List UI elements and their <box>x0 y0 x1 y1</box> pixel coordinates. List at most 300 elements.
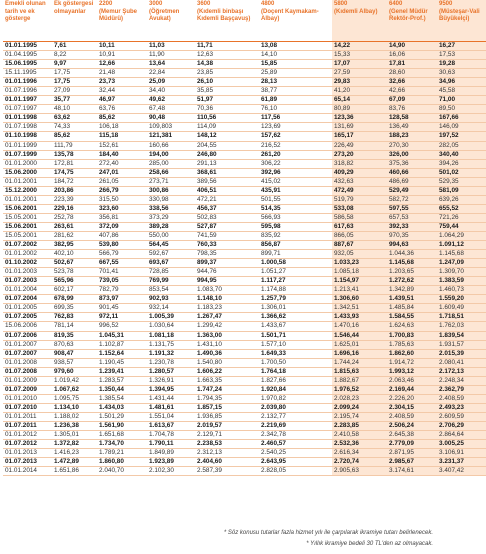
amount-cell: 382,95 <box>52 241 97 250</box>
column-header-label: (Doçent Kaymakam-Albay) <box>261 8 319 22</box>
amount-cell: 693,67 <box>147 259 195 268</box>
amount-cell: 527,87 <box>195 222 259 231</box>
amount-cell: 657,53 <box>387 213 437 222</box>
amount-cell: 315,50 <box>97 195 147 204</box>
amount-cell: 1.577,10 <box>259 340 332 349</box>
amount-cell: 1.203,65 <box>387 268 437 277</box>
footnote-2: * Yıllık ikramiye bedeli 30 TL'den az olmayacak. <box>306 541 433 547</box>
amount-cell: 272,40 <box>97 159 147 168</box>
amount-cell: 117,56 <box>259 114 332 123</box>
amount-cell: 61,89 <box>259 96 332 105</box>
amount-cell: 16,27 <box>437 42 486 51</box>
amount-cell: 270,30 <box>387 141 437 150</box>
date-cell: 01.01.2008 <box>3 358 52 367</box>
amount-cell: 586,58 <box>332 213 387 222</box>
amount-cell: 1.305,01 <box>52 431 97 440</box>
amount-cell: 1.651,68 <box>97 431 147 440</box>
amount-cell: 2.362,79 <box>437 385 486 394</box>
date-cell: 01.01.2009 <box>3 376 52 385</box>
amount-cell: 32,66 <box>387 78 437 87</box>
amount-cell: 13,08 <box>259 42 332 51</box>
table-row <box>3 467 486 476</box>
amount-cell: 3.407,42 <box>437 467 486 476</box>
amount-cell: 2.226,20 <box>387 394 437 403</box>
amount-cell: 581,09 <box>437 186 486 195</box>
column-header-label: (Öğretmen Avukat) <box>149 8 180 22</box>
amount-cell: 2.132,77 <box>259 412 332 421</box>
date-cell: 01.01.2003 <box>3 268 52 277</box>
amount-cell: 90,48 <box>147 114 195 123</box>
amount-cell: 1.033,23 <box>332 259 387 268</box>
amount-cell: 639,26 <box>437 195 486 204</box>
amount-cell: 323,60 <box>97 204 147 213</box>
amount-cell: 285,00 <box>147 159 195 168</box>
table-row <box>3 394 486 403</box>
amount-cell: 263,61 <box>52 222 97 231</box>
amount-cell: 1.839,54 <box>437 331 486 340</box>
amount-cell: 76,10 <box>259 105 332 114</box>
amount-cell: 114,09 <box>195 123 259 132</box>
amount-cell: 1.117,27 <box>259 277 332 286</box>
amount-cell: 273,71 <box>147 177 195 186</box>
table-row <box>3 268 486 277</box>
amount-cell: 11,71 <box>195 42 259 51</box>
amount-cell: 368,61 <box>195 168 259 177</box>
amount-cell: 1.000,58 <box>259 259 332 268</box>
amount-cell: 318,82 <box>332 159 387 168</box>
amount-cell: 63,62 <box>52 114 97 123</box>
table-row <box>3 286 486 295</box>
date-cell: 01.01.2014 <box>3 467 52 476</box>
amount-cell: 782,79 <box>97 286 147 295</box>
amount-cell: 2.706,29 <box>437 421 486 430</box>
amount-cell: 306,22 <box>259 159 332 168</box>
amount-cell: 111,79 <box>52 141 97 150</box>
amount-cell: 932,05 <box>332 250 387 259</box>
date-cell: 01.07.2007 <box>3 349 52 358</box>
amount-cell: 1.183,23 <box>195 304 259 313</box>
amount-cell: 501,55 <box>259 195 332 204</box>
amount-cell: 1.439,51 <box>387 295 437 304</box>
amount-cell: 229,16 <box>52 204 97 213</box>
amount-cell: 28,60 <box>387 69 437 78</box>
date-cell: 01.01.2004 <box>3 286 52 295</box>
amount-cell: 1.372,82 <box>52 440 97 449</box>
amount-cell: 13,64 <box>147 60 195 69</box>
amount-cell: 873,97 <box>97 295 147 304</box>
amount-cell: 2.493,23 <box>437 403 486 412</box>
amount-cell: 994,63 <box>387 241 437 250</box>
amount-cell: 338,56 <box>147 204 195 213</box>
amount-cell: 1.540,80 <box>195 358 259 367</box>
amount-cell: 35,77 <box>52 96 97 105</box>
date-cell: 01.01.2002 <box>3 250 52 259</box>
amount-cell: 184,40 <box>97 150 147 159</box>
amount-cell: 3.106,91 <box>437 449 486 458</box>
table-header-row <box>3 0 486 42</box>
amount-cell: 11,90 <box>147 51 195 60</box>
date-cell: 15.06.2006 <box>3 322 52 331</box>
amount-cell: 432,63 <box>332 177 387 186</box>
column-header-3 <box>147 0 195 42</box>
amount-cell: 167,66 <box>437 114 486 123</box>
amount-cell: 375,36 <box>387 159 437 168</box>
amount-cell: 1.191,32 <box>147 349 195 358</box>
amount-cell: 1.696,16 <box>332 349 387 358</box>
amount-cell: 402,10 <box>52 250 97 259</box>
table-row <box>3 412 486 421</box>
amount-cell: 246,80 <box>195 150 259 159</box>
amount-cell: 1.433,93 <box>332 313 387 322</box>
column-header-code: 9500 <box>439 1 453 7</box>
date-cell: 01.01.1999 <box>3 141 52 150</box>
column-header-label: (Genel Müdür Rektör-Prof.) <box>389 8 428 22</box>
amount-cell: 1.970,82 <box>259 394 332 403</box>
amount-cell: 216,52 <box>259 141 332 150</box>
amount-cell: 10,91 <box>97 51 147 60</box>
amount-cell: 85,62 <box>52 132 97 141</box>
amount-cell: 83,76 <box>387 105 437 114</box>
column-header-8 <box>437 0 486 42</box>
amount-cell: 1.649,33 <box>259 349 332 358</box>
amount-cell: 901,45 <box>97 304 147 313</box>
amount-cell: 1.789,21 <box>97 449 147 458</box>
column-header-code: 2200 <box>99 1 113 7</box>
amount-cell: 85,62 <box>97 114 147 123</box>
date-cell: 01.10.1998 <box>3 132 52 141</box>
footnote-1: * Söz konusu tutarlar fazla hizmet yılı ile çarpılarak ikramiye tutarı belirlenecek. <box>223 530 433 536</box>
column-header-4 <box>195 0 259 42</box>
table-row <box>3 69 486 78</box>
amount-cell: 2.099,24 <box>332 403 387 412</box>
amount-cell: 70,36 <box>195 105 259 114</box>
amount-cell: 721,26 <box>437 213 486 222</box>
amount-cell: 678,99 <box>52 295 97 304</box>
amount-cell: 1.923,89 <box>147 458 195 467</box>
amount-cell: 25,09 <box>147 78 195 87</box>
amount-cell: 1.501,29 <box>97 412 147 421</box>
amount-cell: 1.236,38 <box>52 421 97 430</box>
amount-cell: 565,96 <box>52 277 97 286</box>
amount-cell: 38,77 <box>259 87 332 96</box>
amount-cell: 472,49 <box>332 186 387 195</box>
amount-cell: 1.366,62 <box>259 313 332 322</box>
amount-cell: 1.815,63 <box>332 367 387 376</box>
amount-cell: 1.663,35 <box>195 376 259 385</box>
table-row <box>3 277 486 286</box>
amount-cell: 2.028,23 <box>332 394 387 403</box>
amount-cell: 12,66 <box>97 60 147 69</box>
table-row <box>3 449 486 458</box>
amount-cell: 1.501,71 <box>259 331 332 340</box>
table-row <box>3 105 486 114</box>
amount-cell: 16,06 <box>387 51 437 60</box>
amount-cell: 741,59 <box>195 231 259 240</box>
column-header-code: 3600 <box>197 1 211 7</box>
amount-cell: 330,98 <box>147 195 195 204</box>
amount-cell: 1.095,75 <box>52 394 97 403</box>
date-cell: 01.01.1998 <box>3 114 52 123</box>
column-header-6 <box>332 0 387 42</box>
amount-cell: 1.920,84 <box>259 385 332 394</box>
amount-cell: 131,69 <box>332 123 387 132</box>
amount-cell: 17,53 <box>437 51 486 60</box>
amount-cell: 15,33 <box>332 51 387 60</box>
amount-cell: 1.609,49 <box>437 304 486 313</box>
amount-cell: 932,14 <box>147 304 195 313</box>
amount-cell: 1.045,31 <box>97 331 147 340</box>
amount-cell: 28,13 <box>259 78 332 87</box>
column-header-1 <box>52 0 97 42</box>
amount-cell: 1.145,68 <box>437 250 486 259</box>
table-row <box>3 349 486 358</box>
amount-cell: 519,79 <box>332 195 387 204</box>
table-row <box>3 60 486 69</box>
amount-cell: 1.976,52 <box>332 385 387 394</box>
amount-cell: 109,803 <box>147 123 195 132</box>
amount-cell: 1.857,15 <box>195 403 259 412</box>
amount-cell: 1.700,83 <box>387 331 437 340</box>
amount-cell: 188,23 <box>387 132 437 141</box>
amount-cell: 46,97 <box>97 96 147 105</box>
amount-cell: 486,69 <box>387 177 437 186</box>
date-cell: 01.07.2011 <box>3 421 52 430</box>
column-header-label: Ek göstergesi olmayanlar <box>54 1 94 15</box>
amount-cell: 1.085,18 <box>332 268 387 277</box>
amount-cell: 27,09 <box>52 87 97 96</box>
amount-cell: 1.704,78 <box>147 431 195 440</box>
amount-cell: 51,97 <box>195 96 259 105</box>
amount-cell: 174,75 <box>52 168 97 177</box>
amount-cell: 17,07 <box>332 60 387 69</box>
amount-cell: 184,72 <box>52 177 97 186</box>
amount-cell: 42,66 <box>387 87 437 96</box>
amount-cell: 14,22 <box>332 42 387 51</box>
amount-cell: 26,10 <box>195 78 259 87</box>
amount-cell: 406,51 <box>195 186 259 195</box>
amount-cell: 996,52 <box>97 322 147 331</box>
amount-cell: 1.434,03 <box>97 403 147 412</box>
amount-cell: 2.609,59 <box>437 412 486 421</box>
amount-cell: 17,75 <box>52 69 97 78</box>
amount-cell: 899,37 <box>195 259 259 268</box>
date-cell: 15.11.1995 <box>3 69 52 78</box>
amount-cell: 1.383,59 <box>437 277 486 286</box>
amount-cell: 1.625,01 <box>332 340 387 349</box>
amount-cell: 1.993,12 <box>387 367 437 376</box>
amount-cell: 261,20 <box>259 150 332 159</box>
amount-cell: 23,85 <box>195 69 259 78</box>
amount-cell: 502,67 <box>52 259 97 268</box>
amount-cell: 1.849,89 <box>147 449 195 458</box>
amount-cell: 261,05 <box>97 177 147 186</box>
amount-cell: 2.080,41 <box>437 358 486 367</box>
table-row <box>3 114 486 123</box>
amount-cell: 2.587,39 <box>195 467 259 476</box>
amount-cell: 564,45 <box>147 241 195 250</box>
amount-cell: 35,85 <box>195 87 259 96</box>
amount-cell: 291,13 <box>195 159 259 168</box>
column-header-0 <box>3 0 52 42</box>
date-cell: 01.01.2013 <box>3 449 52 458</box>
amount-cell: 392,96 <box>259 168 332 177</box>
date-cell: 15.06.2000 <box>3 168 52 177</box>
amount-cell: 25,89 <box>259 69 332 78</box>
amount-cell: 1.102,87 <box>97 340 147 349</box>
column-header-code: 4800 <box>261 1 275 7</box>
amount-cell: 2.039,80 <box>259 403 332 412</box>
amount-cell: 2.720,74 <box>332 458 387 467</box>
amount-cell: 136,49 <box>387 123 437 132</box>
date-cell: 01.10.2002 <box>3 259 52 268</box>
amount-cell: 226,49 <box>332 141 387 150</box>
amount-cell: 407,86 <box>97 231 147 240</box>
date-cell: 01.01.2010 <box>3 394 52 403</box>
amount-cell: 9,97 <box>52 60 97 69</box>
amount-cell: 45,58 <box>437 87 486 96</box>
amount-cell: 1.431,44 <box>147 394 195 403</box>
amount-cell: 115,18 <box>97 132 147 141</box>
amount-cell: 1.747,24 <box>195 385 259 394</box>
amount-cell: 30,63 <box>437 69 486 78</box>
amount-cell: 247,01 <box>97 168 147 177</box>
amount-cell: 1.460,73 <box>437 286 486 295</box>
amount-cell: 3.005,25 <box>437 440 486 449</box>
amount-cell: 1.790,11 <box>147 440 195 449</box>
amount-cell: 1.551,04 <box>147 412 195 421</box>
amount-cell: 1.762,03 <box>437 322 486 331</box>
amount-cell: 970,35 <box>387 231 437 240</box>
table-row <box>3 259 486 268</box>
amount-cell: 49,62 <box>147 96 195 105</box>
amount-cell: 29,83 <box>332 78 387 87</box>
amount-cell: 1.067,62 <box>52 385 97 394</box>
amount-cell: 1.363,00 <box>195 331 259 340</box>
amount-cell: 1.431,10 <box>195 340 259 349</box>
amount-cell: 34,96 <box>437 78 486 87</box>
amount-cell: 17,81 <box>387 60 437 69</box>
amount-cell: 17,75 <box>52 78 97 87</box>
amount-cell: 1.882,67 <box>332 376 387 385</box>
amount-cell: 1.561,90 <box>97 421 147 430</box>
table-row <box>3 87 486 96</box>
amount-cell: 165,17 <box>332 132 387 141</box>
amount-cell: 1.794,35 <box>195 394 259 403</box>
column-header-code: 6400 <box>389 1 403 7</box>
column-header-7 <box>387 0 437 42</box>
amount-cell: 1.764,18 <box>259 367 332 376</box>
amount-cell: 67,48 <box>147 105 195 114</box>
amount-cell: 1.342,89 <box>387 286 437 295</box>
amount-cell: 194,00 <box>147 150 195 159</box>
amount-cell: 65,14 <box>332 96 387 105</box>
column-header-code: 5800 <box>334 1 348 7</box>
date-cell: 15.12.2000 <box>3 186 52 195</box>
table-row <box>3 78 486 87</box>
amount-cell: 252,78 <box>52 213 97 222</box>
amount-cell: 887,67 <box>332 241 387 250</box>
amount-cell: 2.404,60 <box>195 458 259 467</box>
amount-cell: 1.005,39 <box>147 313 195 322</box>
amount-cell: 2.408,59 <box>387 412 437 421</box>
date-cell: 01.01.2001 <box>3 177 52 186</box>
amount-cell: 14,38 <box>195 60 259 69</box>
amount-cell: 34,40 <box>147 87 195 96</box>
column-header-label: (Kıdemli Albay) <box>334 8 378 15</box>
amount-cell: 866,05 <box>332 231 387 240</box>
amount-cell: 2.063,46 <box>387 376 437 385</box>
amount-cell: 23,73 <box>97 78 147 87</box>
amount-cell: 1.152,64 <box>97 349 147 358</box>
amount-cell: 514,35 <box>259 204 332 213</box>
amount-cell: 1.091,12 <box>437 241 486 250</box>
amount-cell: 2.871,95 <box>387 449 437 458</box>
table-body <box>3 42 486 476</box>
amount-cell: 1.190,45 <box>97 358 147 367</box>
table-row <box>3 403 486 412</box>
table-row <box>3 313 486 322</box>
amount-cell: 2.616,34 <box>332 449 387 458</box>
amount-cell: 835,92 <box>259 231 332 240</box>
amount-cell: 1.651,86 <box>52 467 97 476</box>
amount-cell: 1.613,67 <box>147 421 195 430</box>
amount-cell: 300,86 <box>147 186 195 195</box>
amount-cell: 529,49 <box>387 186 437 195</box>
amount-cell: 1.145,68 <box>387 259 437 268</box>
amount-cell: 197,52 <box>437 132 486 141</box>
date-cell: 01.01.2007 <box>3 340 52 349</box>
amount-cell: 1.606,22 <box>195 367 259 376</box>
amount-cell: 1.064,29 <box>437 231 486 240</box>
amount-cell: 32,44 <box>97 87 147 96</box>
amount-cell: 2.532,36 <box>332 440 387 449</box>
amount-cell: 2.015,39 <box>437 349 486 358</box>
amount-cell: 2.905,63 <box>332 467 387 476</box>
amount-cell: 739,05 <box>97 277 147 286</box>
amount-cell: 1.416,23 <box>52 449 97 458</box>
amount-cell: 1.481,61 <box>147 403 195 412</box>
amount-cell: 2.169,44 <box>387 385 437 394</box>
amount-cell: 2.019,57 <box>195 421 259 430</box>
amount-cell: 902,93 <box>147 295 195 304</box>
date-cell: 01.07.2006 <box>3 331 52 340</box>
amount-cell: 550,00 <box>147 231 195 240</box>
amount-cell: 699,35 <box>52 304 97 313</box>
date-cell: 01.07.2009 <box>3 385 52 394</box>
table-row <box>3 51 486 60</box>
amount-cell: 1.309,70 <box>437 268 486 277</box>
amount-cell: 655,52 <box>437 204 486 213</box>
table-row <box>3 458 486 467</box>
amount-cell: 1.257,79 <box>259 295 332 304</box>
amount-cell: 266,79 <box>97 186 147 195</box>
amount-cell: 1.490,36 <box>195 349 259 358</box>
amount-cell: 760,33 <box>195 241 259 250</box>
amount-cell: 128,58 <box>387 114 437 123</box>
amount-cell: 1.931,57 <box>437 340 486 349</box>
date-cell: 01.04.1995 <box>3 51 52 60</box>
amount-cell: 7,61 <box>52 42 97 51</box>
date-cell: 01.07.2004 <box>3 295 52 304</box>
amount-cell: 2.643,95 <box>259 458 332 467</box>
table-row <box>3 159 486 168</box>
amount-cell: 409,29 <box>332 168 387 177</box>
amount-cell: 146,09 <box>437 123 486 132</box>
amount-cell: 258,66 <box>147 168 195 177</box>
date-cell: 01.07.2010 <box>3 403 52 412</box>
table-row <box>3 123 486 132</box>
amount-cell: 944,76 <box>195 268 259 277</box>
